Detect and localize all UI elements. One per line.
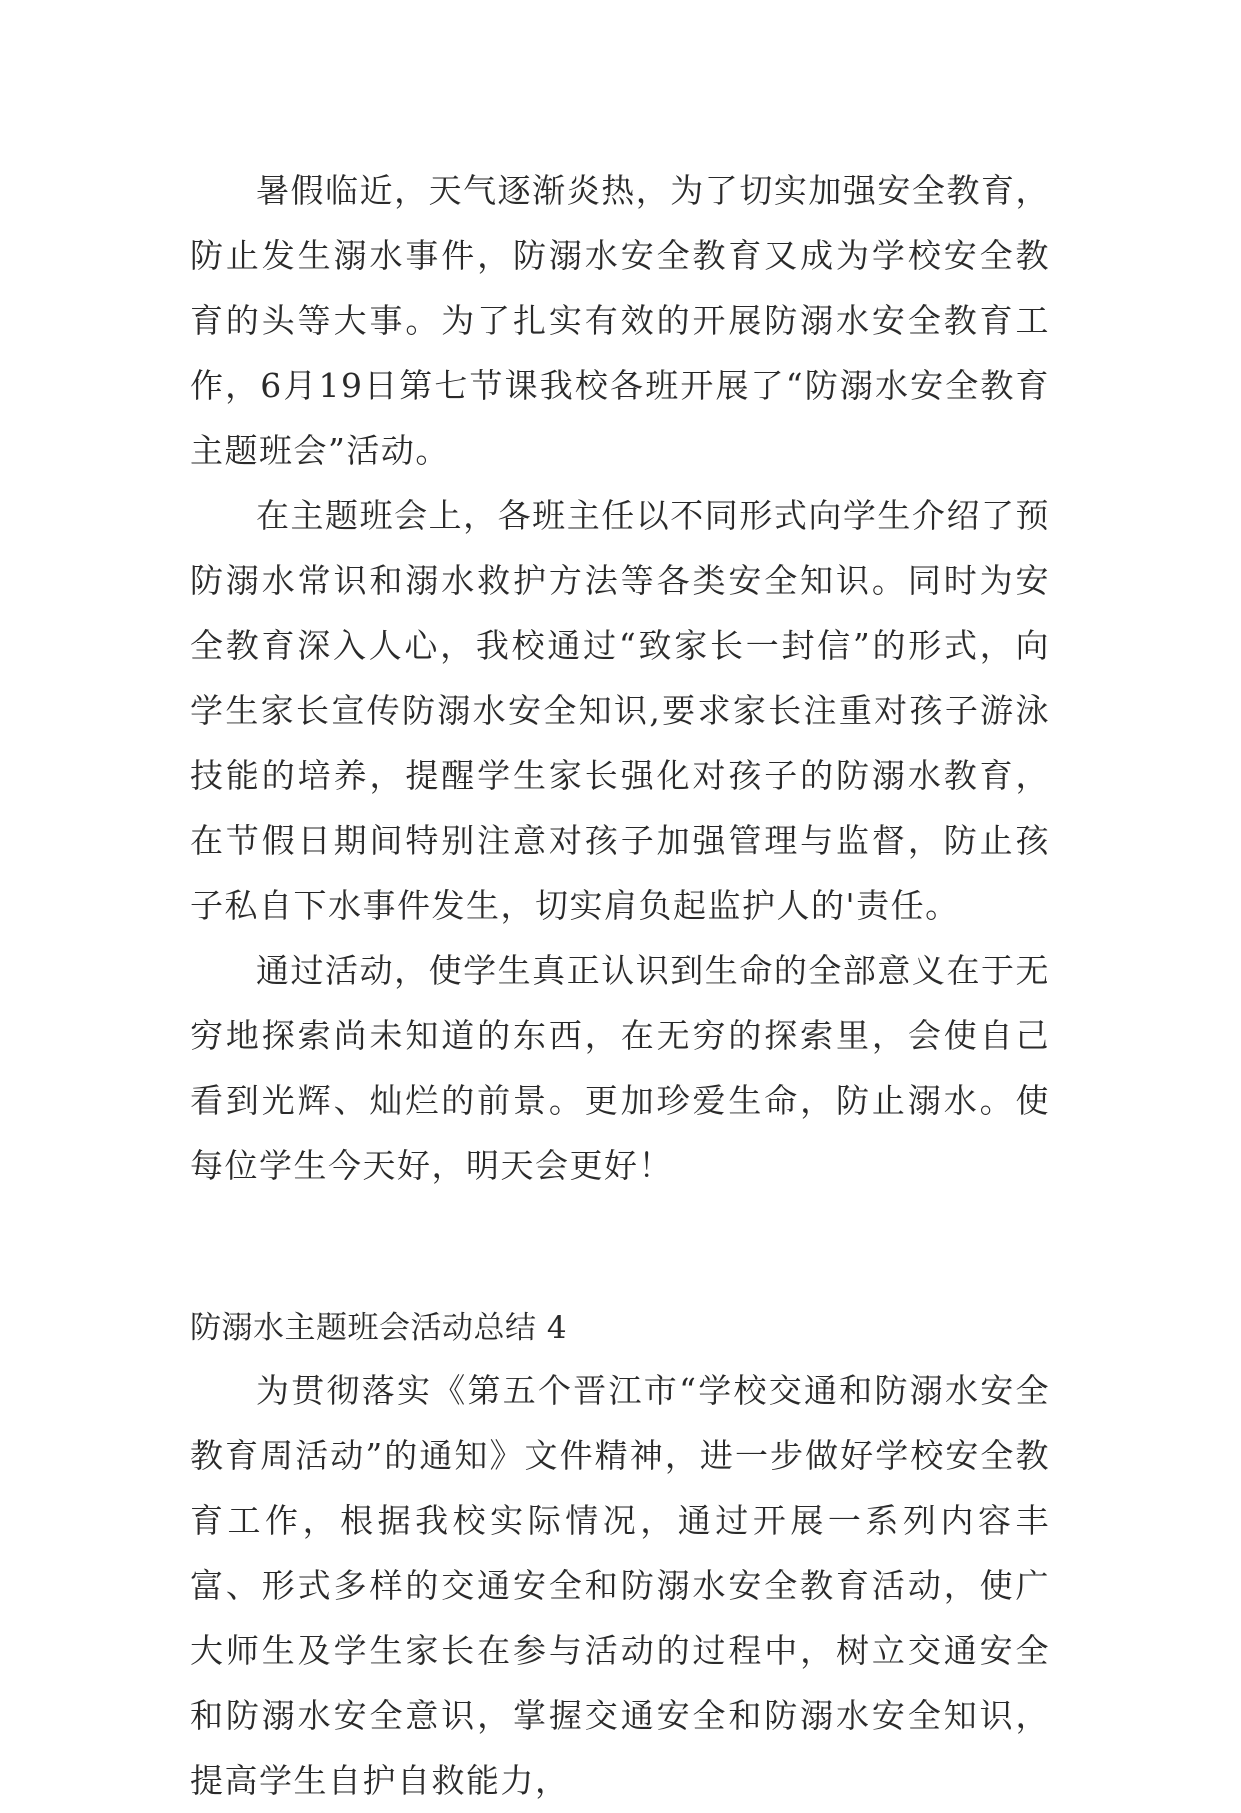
- section-paragraph-1: 为贯彻落实《第五个晋江市“学校交通和防溺水安全教育周活动”的通知》文件精神，进一步做好学校安全教育工作，根据我校实际情况，通过开展一系列内容丰富、形式多样的交通安全和防溺水安全教育活动，使广大师生及学生家长在参与活动的过程中，树立交通安全和防溺水安全意识，掌握交通安全和防溺水安全知识，提高学生自护自救能力，: [190, 1371, 1050, 1800]
- paragraph-3: 通过活动，使学生真正认识到生命的全部意义在于无穷地探索尚未知道的东西，在无穷的探索里，会使自己看到光辉、灿烂的前景。更加珍爱生命，防止溺水。使每位学生今天好，明天会更好！: [190, 951, 1050, 1185]
- paragraph-1: 暑假临近，天气逐渐炎热，为了切实加强安全教育，防止发生溺水事件，防溺水安全教育又成为学校安全教育的头等大事。为了扎实有效的开展防溺水安全教育工作，6月19日第七节课我校各班开展了“防溺水安全教育主题班会”活动。: [190, 171, 1050, 470]
- section-heading: 防溺水主题班会活动总结 4: [190, 1310, 568, 1346]
- paragraph-2: 在主题班会上，各班主任以不同形式向学生介绍了预防溺水常识和溺水救护方法等各类安全知识。同时为安全教育深入人心，我校通过“致家长一封信”的形式，向学生家长宣传防溺水安全知识,要求家长注重对孩子游泳技能的培养，提醒学生家长强化对孩子的防溺水教育，在节假日期间特别注意对孩子加强管理与监督，防止孩子私自下水事件发生，切实肩负起监护人的'责任。: [190, 496, 1050, 925]
- document-body: [190, 158, 1050, 1813]
